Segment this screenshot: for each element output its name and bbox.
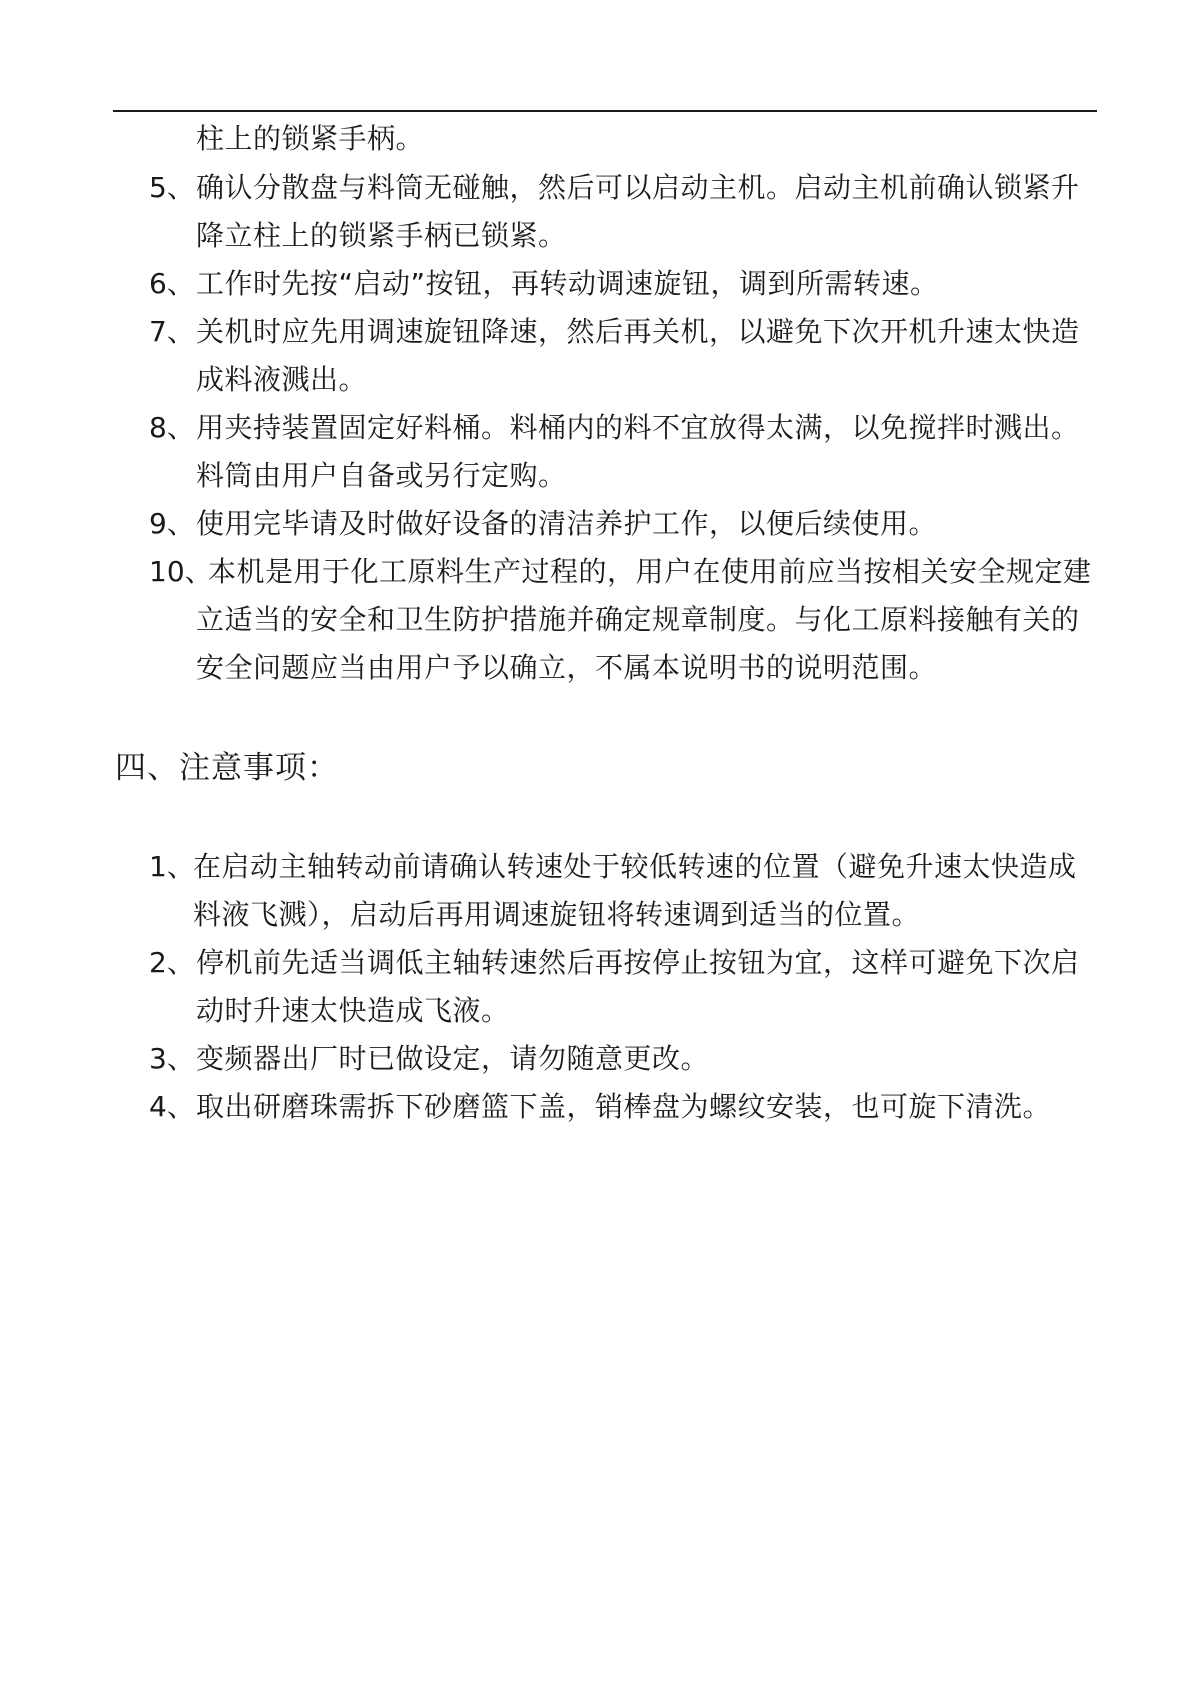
list-item-number: 7、 — [149, 315, 195, 348]
note-item-number: 1、 — [149, 850, 195, 883]
list-item-line: 工作时先按“启动”按钮，再转动调速旋钮，调到所需转速。 — [196, 267, 939, 300]
list-item-line: 关机时应先用调速旋钮降速，然后再关机，以避免下次开机升速太快造 — [196, 315, 1080, 348]
list-item-number: 10、 — [149, 555, 213, 588]
note-item-number: 4、 — [149, 1090, 195, 1123]
note-item-line: 料液飞溅），启动后再用调速旋钮将转速调到适当的位置。 — [193, 898, 921, 931]
list-item-number: 6、 — [149, 267, 195, 300]
list-item-line: 安全问题应当由用户予以确立，不属本说明书的说明范围。 — [196, 651, 938, 684]
list-item-line: 成料液溅出。 — [196, 363, 368, 396]
list-item-number: 5、 — [149, 171, 195, 204]
list-item-line: 降立柱上的锁紧手柄已锁紧。 — [196, 219, 567, 252]
list-item-number: 8、 — [149, 411, 195, 444]
section-heading: 四、注意事项： — [115, 750, 339, 786]
note-item-line: 动时升速太快造成飞液。 — [196, 994, 510, 1027]
list-item-line: 料筒由用户自备或另行定购。 — [196, 459, 567, 492]
list-item-number: 9、 — [149, 507, 195, 540]
note-item-line: 取出研磨珠需拆下砂磨篮下盖，销棒盘为螺纹安装，也可旋下清洗。 — [196, 1090, 1052, 1123]
list-item-line: 柱上的锁紧手柄。 — [196, 122, 425, 155]
header-rule — [113, 110, 1097, 112]
list-item-line: 用夹持装置固定好料桶。料桶内的料不宜放得太满，以免搅拌时溅出。 — [196, 411, 1080, 444]
note-item-number: 2、 — [149, 946, 195, 979]
list-item-line: 使用完毕请及时做好设备的清洁养护工作，以便后续使用。 — [196, 507, 938, 540]
note-item-line: 在启动主轴转动前请确认转速处于较低转速的位置（避免升速太快造成 — [193, 850, 1077, 883]
note-item-number: 3、 — [149, 1042, 195, 1075]
note-item-line: 停机前先适当调低主轴转速然后再按停止按钮为宜，这样可避免下次启 — [196, 946, 1080, 979]
note-item-line: 变频器出厂时已做设定，请勿随意更改。 — [196, 1042, 710, 1075]
list-item-line: 立适当的安全和卫生防护措施并确定规章制度。与化工原料接触有关的 — [196, 603, 1080, 636]
list-item-line: 本机是用于化工原料生产过程的，用户在使用前应当按相关安全规定建 — [208, 555, 1092, 588]
list-item-line: 确认分散盘与料筒无碰触，然后可以启动主机。启动主机前确认锁紧升 — [196, 171, 1080, 204]
